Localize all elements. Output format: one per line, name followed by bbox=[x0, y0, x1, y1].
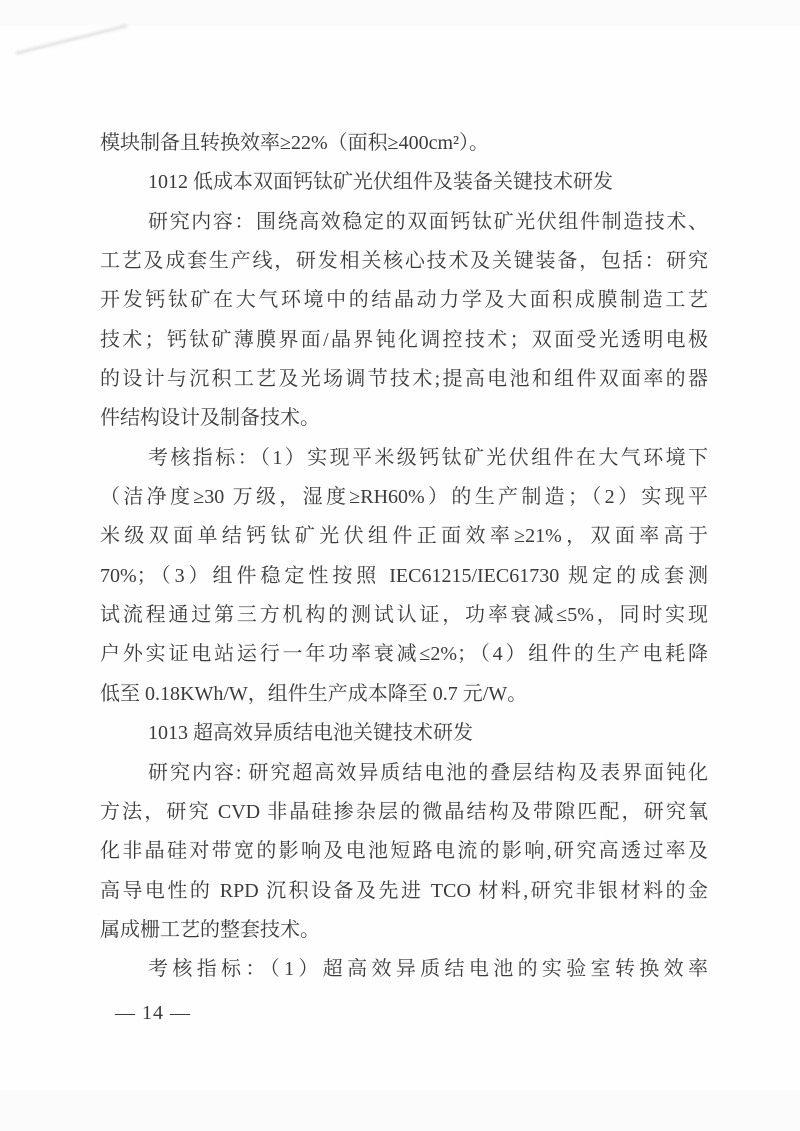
page-number: — 14 — bbox=[115, 1002, 191, 1024]
text-line: 方法，研究 CVD 非晶硅掺杂层的微晶结构及带隙匹配，研究氧 bbox=[100, 800, 708, 823]
text-line: 研究内容：围绕高效稳定的双面钙钛矿光伏组件制造技术、 bbox=[148, 210, 708, 233]
text-line: 化非晶硅对带宽的影响及电池短路电流的影响,研究高透过率及 bbox=[100, 840, 708, 863]
text-line: 的设计与沉积工艺及光场调节技术;提高电池和组件双面率的器 bbox=[100, 368, 708, 391]
text-line: 属成栅工艺的整套技术。 bbox=[100, 918, 320, 941]
scan-artifact-band-top bbox=[0, 0, 800, 26]
text-line: 户外实证电站运行一年功率衰减≤2%；（4）组件的生产电耗降 bbox=[100, 643, 708, 666]
text-line: 试流程通过第三方机构的测试认证，功率衰减≤5%，同时实现 bbox=[100, 604, 708, 627]
text-line: 模块制备且转换效率≥22%（面积≥400cm²）。 bbox=[100, 132, 490, 154]
text-line: 开发钙钛矿在大气环境中的结晶动力学及大面积成膜制造工艺 bbox=[100, 289, 708, 312]
text-line: 考核指标：（1）超高效异质结电池的实验室转换效率 bbox=[148, 958, 708, 981]
text-line: 考核指标：（1）实现平米级钙钛矿光伏组件在大气环境下 bbox=[148, 446, 708, 469]
section-heading: 1012 低成本双面钙钛矿光伏组件及装备关键技术研发 bbox=[148, 171, 613, 194]
text-line: 高导电性的 RPD 沉积设备及先进 TCO 材料,研究非银材料的金 bbox=[100, 879, 708, 902]
document-body-text bbox=[100, 124, 708, 990]
text-line: （洁净度≥30 万级，湿度≥RH60%）的生产制造；（2）实现平 bbox=[100, 486, 708, 509]
text-line: 米级双面单结钙钛矿光伏组件正面效率≥21%，双面率高于 bbox=[100, 525, 708, 548]
text-line: 70%；（3）组件稳定性按照 IEC61215/IEC61730 规定的成套测 bbox=[100, 564, 708, 587]
text-line: 技术；钙钛矿薄膜界面/晶界钝化调控技术；双面受光透明电极 bbox=[100, 328, 708, 351]
text-line: 低至 0.18KWh/W，组件生产成本降至 0.7 元/W。 bbox=[100, 682, 528, 705]
scan-smudge bbox=[15, 24, 127, 55]
scan-artifact-band-bottom bbox=[0, 1090, 800, 1131]
text-line: 研究内容: 研究超高效异质结电池的叠层结构及表界面钝化 bbox=[148, 761, 708, 784]
section-heading: 1013 超高效异质结电池关键技术研发 bbox=[148, 722, 473, 745]
text-line: 件结构设计及制备技术。 bbox=[100, 407, 320, 430]
text-line: 工艺及成套生产线，研发相关核心技术及关键装备，包括：研究 bbox=[100, 250, 708, 273]
